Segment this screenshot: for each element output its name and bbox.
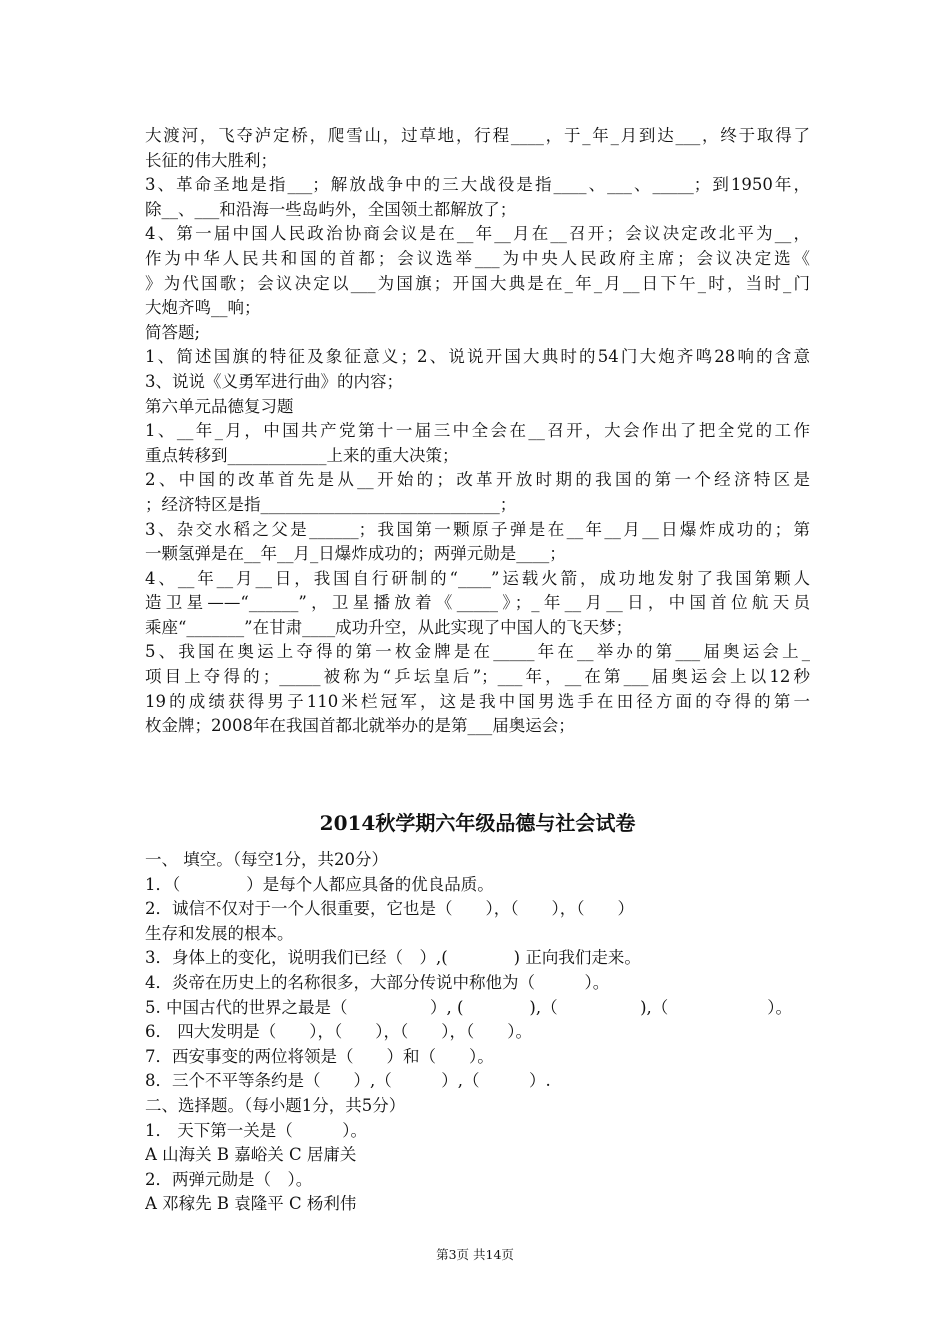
text-line: 2、中国的改革首先是从__开始的；改革开放时期的我国的第一个经济特区是 <box>145 470 810 490</box>
text-line: 1、__年_月，中国共产党第十一届三中全会在__召开，大会作出了把全党的工作 <box>145 421 810 441</box>
text-line: 1、简述国旗的特征及象征意义；2、说说开国大典时的54门大炮齐鸣28响的含意 <box>145 347 810 367</box>
question-line: 8．三个不平等条约是（ ）,（ ）,（ ）. <box>145 1071 551 1091</box>
question-line: 2．两弹元勋是（ ）。 <box>145 1169 313 1189</box>
question-line: 3．身体上的变化，说明我们已经（ ）,( ) 正向我们走来。 <box>145 948 641 968</box>
text-line: 3、革命圣地是指___；解放战争中的三大战役是指____、___、_____；到1950年， <box>145 175 810 195</box>
section-heading: 二、选择题。（每小题1分，共5分） <box>145 1095 406 1115</box>
question-line: 生存和发展的根本。 <box>145 923 294 943</box>
text-line: ；经济特区是指_____________________________； <box>145 494 517 514</box>
text-line: 3、说说《义勇军进行曲》的内容； <box>145 371 403 391</box>
question-line: 5. 中国古代的世界之最是（ ）, ( ),（ ),（ ）。 <box>145 997 793 1017</box>
section-heading: 一、 填空。（每空1分，共20分） <box>145 850 388 869</box>
text-line: 长征的伟大胜利； <box>145 150 277 170</box>
text-line: 重点转移到____________上来的重大决策； <box>145 445 459 465</box>
text-line: 》为代国歌；会议决定以___为国旗；开国大典是在_年_月__日下午_时，当时_门 <box>145 273 810 293</box>
text-line: 枚金牌；2008年在我国首都北就举办的是第___届奥运会； <box>145 716 575 736</box>
text-line: 5、我国在奥运上夺得的第一枚金牌是在_____年在__举办的第___届奥运会上_ <box>145 642 810 662</box>
text-line: 简答题; <box>145 322 201 342</box>
text-line: 作为中华人民共和国的首都；会议选举___为中央人民政府主席；会议决定选《 <box>145 248 810 268</box>
answer-options: A 邓稼先 B 袁隆平 C 杨利伟 <box>145 1194 357 1214</box>
text-line: 造卫星——“______”，卫星播放着《_____》；_年__月__日，中国首位航天员 <box>145 593 810 613</box>
text-line: 大渡河，飞夺泸定桥，爬雪山，过草地，行程____，于_年_月到达___，终于取得了 <box>145 126 810 145</box>
exam-title: 2014秋学期六年级品德与社会试卷 <box>319 811 636 835</box>
question-line: 6． 四大发明是（ ），（ ），（ ），（ ）。 <box>145 1022 532 1042</box>
text-line: 乘座“_______”在甘肃____成功升空，从此实现了中国人的飞天梦； <box>145 617 633 637</box>
section-heading: 第六单元品德复习题 <box>145 396 294 416</box>
text-line: 4、__年__月__日，我国自行研制的“____”运载火箭，成功地发射了我国第颗人 <box>145 568 810 588</box>
question-line: 1． 天下第一关是（ ）。 <box>145 1120 367 1140</box>
text-line: 一颗氢弹是在__年__月_日爆炸成功的；两弹元勋是____； <box>145 544 566 564</box>
question-line: 7．西安事变的两位将领是（ ）和（ ）。 <box>145 1046 494 1066</box>
text-line: 大炮齐鸣__响； <box>145 298 261 318</box>
text-line: 3、杂交水稻之父是______；我国第一颗原子弹是在__年__月__日爆炸成功的；第 <box>145 519 810 539</box>
text-line: 项目上夺得的；_____被称为“乒坛皇后”；___年，__在第___届奥运会上以12秒 <box>145 667 810 687</box>
text-line: 4、第一届中国人民政治协商会议是在__年__月在__召开；会议决定改北平为__， <box>145 224 810 244</box>
text-line: 19的成绩获得男子110米栏冠军，这是我中国男选手在田径方面的夺得的第一 <box>145 691 810 711</box>
text-line: 除__、___和沿海一些岛屿外，全国领土都解放了； <box>145 199 517 219</box>
review-section <box>145 124 810 739</box>
question-line: 1．（ ）是每个人都应具备的优良品质。 <box>145 874 494 894</box>
question-line: 4．炎帝在历史上的名称很多，大部分传说中称他为（ ）。 <box>145 972 610 992</box>
answer-options: A 山海关 B 嘉峪关 C 居庸关 <box>145 1145 357 1165</box>
page-footer: 第3页 共14页 <box>436 1247 514 1262</box>
question-line: 2．诚信不仅对于一个人很重要，它也是（ ），（ ），（ ） <box>145 899 634 919</box>
exam-section <box>145 848 810 1217</box>
